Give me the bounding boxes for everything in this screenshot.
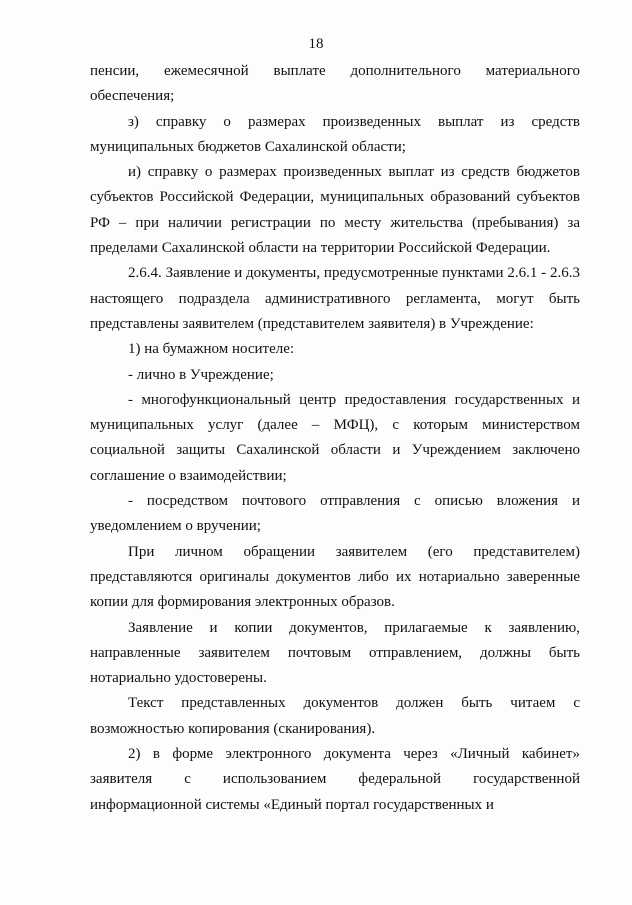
- text-line: копии для формирования электронных образов.: [90, 594, 395, 611]
- text-line: муниципальных услуг (далее – МФЦ), с которым министерством: [90, 417, 580, 434]
- text-line: обеспечения;: [90, 88, 175, 105]
- text-line: заявителя с использованием федеральной государственной: [90, 771, 580, 788]
- text-line: 2.6.4. Заявление и документы, предусмотренные пунктами 2.6.1 - 2.6.3: [128, 265, 580, 282]
- text-line: социальной защиты Сахалинской области и Учреждением заключено: [90, 442, 580, 459]
- paragraph: [90, 388, 580, 489]
- paragraph: [90, 616, 580, 692]
- paragraph: [90, 489, 580, 540]
- text-line: направленные заявителем почтовым отправлением, должны быть: [90, 644, 580, 661]
- text-line: РФ – при наличии регистрации по месту жительства (пребывания) за: [90, 214, 580, 231]
- text-line: 1) на бумажном носителе:: [128, 341, 295, 358]
- text-line: соглашение о взаимодействии;: [90, 467, 287, 484]
- paragraph: [90, 160, 580, 261]
- page-number: 18: [308, 36, 324, 52]
- text-line: - многофункциональный центр предоставления государственных и: [128, 391, 580, 408]
- text-line: - посредством почтового отправления с описью вложения и: [128, 493, 580, 510]
- text-line: информационной системы «Единый портал государственных и: [90, 796, 494, 813]
- paragraph: [90, 59, 580, 110]
- paragraph: [90, 110, 580, 161]
- text-line: - лично в Учреждение;: [128, 366, 274, 383]
- text-line: уведомлением о вручении;: [90, 518, 261, 535]
- paragraph: [90, 540, 580, 616]
- text-line: пределами Сахалинской области на территории Российской Федерации.: [90, 240, 551, 257]
- paragraph: [90, 742, 580, 818]
- text-line: 2) в форме электронного документа через «Личный кабинет»: [128, 746, 580, 763]
- text-line: представлены заявителем (представителем заявителя) в Учреждение:: [90, 315, 534, 332]
- paragraph: [90, 261, 580, 337]
- text-line: субъектов Российской Федерации, муниципальных образований субъектов: [90, 189, 580, 206]
- text-line: нотариально удостоверены.: [90, 670, 267, 687]
- text-line: и) справку о размерах произведенных выплат из средств бюджетов: [128, 164, 580, 181]
- text-line: пенсии, ежемесячной выплате дополнительного материального: [90, 63, 580, 79]
- text-line: возможностью копирования (сканирования).: [90, 720, 376, 737]
- text-line: При личном обращении заявителем (его представителем): [128, 543, 580, 560]
- paragraph: [90, 691, 580, 742]
- text-line: Текст представленных документов должен быть читаем с: [128, 695, 580, 712]
- text-line: муниципальных бюджетов Сахалинской области;: [90, 138, 406, 155]
- paragraph: [90, 337, 580, 362]
- text-line: настоящего подраздела административного регламента, могут быть: [90, 290, 580, 307]
- text-line: з) справку о размерах произведенных выплат из средств: [128, 113, 580, 130]
- text-line: Заявление и копии документов, прилагаемые к заявлению,: [128, 619, 580, 636]
- document-body: [90, 59, 580, 818]
- paragraph: [90, 363, 580, 388]
- text-line: представляются оригиналы документов либо их нотариально заверенные: [90, 568, 580, 585]
